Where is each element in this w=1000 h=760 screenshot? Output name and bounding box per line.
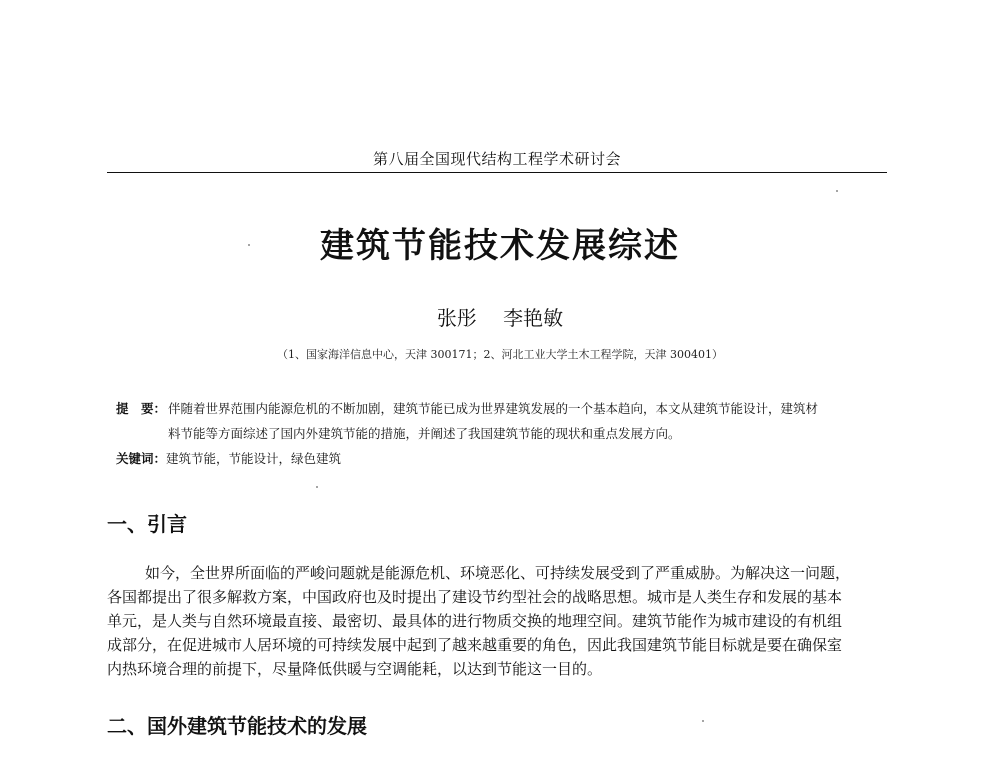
paragraph-line: 成部分，在促进城市人居环境的可持续发展中起到了越来越重要的角色，因此我国建筑节能目标就是要在确保室 xyxy=(107,636,843,654)
scan-speck xyxy=(316,486,318,488)
abstract-line-2: 料节能等方面综述了国内外建筑节能的措施，并阐述了我国建筑节能的现状和重点发展方向。 xyxy=(168,426,681,441)
affiliation: （1、国家海洋信息中心，天津 300171；2、河北工业大学土木工程学院，天津 300401） xyxy=(277,348,723,361)
author-list xyxy=(0,302,1000,331)
paragraph-line: 内热环境合理的前提下，尽量降低供暖与空调能耗，以达到节能这一目的。 xyxy=(107,660,603,678)
abstract-line-1: 伴随着世界范围内能源危机的不断加剧，建筑节能已成为世界建筑发展的一个基本趋向，本文从建筑节能设计，建筑材 xyxy=(168,401,819,416)
keywords xyxy=(116,449,891,467)
keywords-text: 建筑节能，节能设计，绿色建筑 xyxy=(166,451,342,466)
section-heading-intro: 一、引言 xyxy=(107,512,187,536)
paragraph-line: 各国都提出了很多解救方案，中国政府也及时提出了建设节约型社会的战略思想。城市是人类生存和发展的基本 xyxy=(107,588,843,606)
scan-speck xyxy=(702,720,704,722)
abstract-label: 提 要： xyxy=(116,401,167,416)
scan-speck xyxy=(836,190,838,192)
author-1: 张彤 xyxy=(436,306,477,330)
abstract xyxy=(116,396,891,446)
header-rule xyxy=(107,172,887,173)
paragraph-line: 如今，全世界所面临的严峻问题就是能源危机、环境恶化、可持续发展受到了严重威胁。为解决这一问题， xyxy=(145,564,851,582)
section-heading-foreign-tech: 二、国外建筑节能技术的发展 xyxy=(107,714,367,738)
author-2: 李艳敏 xyxy=(503,306,564,330)
paper-title: 建筑节能技术发展综述 xyxy=(320,226,680,266)
intro-paragraph xyxy=(107,561,887,681)
abstract-body xyxy=(168,396,891,446)
conference-header: 第八届全国现代结构工程学术研讨会 xyxy=(372,150,621,168)
keywords-label: 关键词： xyxy=(116,451,167,466)
paragraph-line: 单元，是人类与自然环境最直接、最密切、最具体的进行物质交换的地理空间。建筑节能作为城市建设的有机组 xyxy=(107,612,843,630)
scan-speck xyxy=(248,244,250,246)
